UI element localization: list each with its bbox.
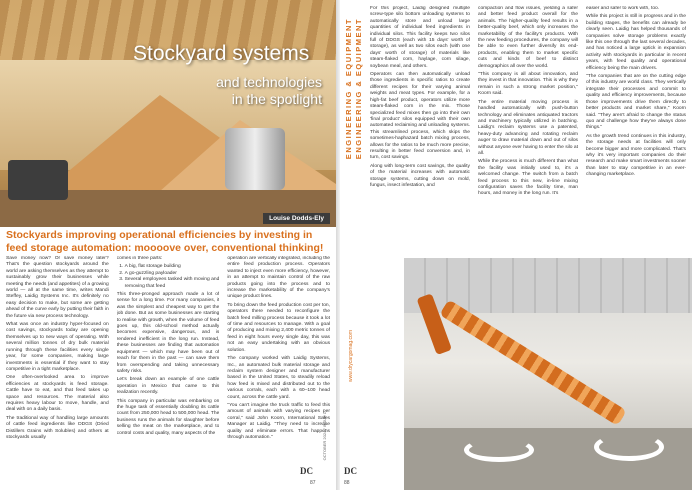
body-column-3 (227, 256, 330, 482)
dc-logo: DC (300, 466, 313, 476)
paragraph: Save money now? Or save money later? That's the question stockyards around the world are asking themselves as they attempt to sustainably grow their businesses while meeting the needs (and appetites) of a growing world — all at the same time, writes Mandi Steffey, Laidig Systems Inc. It's definitely no easy decision to make, but some are getting ahead of the curve early by putting their faith in the future via new process technology. (6, 256, 109, 319)
article-subtitle (216, 74, 322, 108)
body-column-2 (478, 6, 578, 271)
paragraph: comes in three parts: (116, 256, 163, 261)
paragraph: Along with long-term cost savings, the quality of the material increases with automatic storage systems, cutting down on mold, fungus, insect infestation, and (370, 163, 470, 188)
section-label: ENGINEERING & EQUIPMENT (354, 18, 363, 160)
section-label: ENGINEERING & EQUIPMENT (344, 18, 353, 160)
paragraph: Operators can then automatically unload those ingredients in specific ratios to create different recipes for their varying animal weights and meat types. For example, for a high-fat beef product, operators utilize more steam-flaked corn in the mix. Those specialized feed mixes then go into their own 'final product' silos equipped with their own automated reclaiming and unloading systems. This streamlined process, which skips the sometimes-haphazard batch mixing process, allows for the ratios to be much more precise, resulting in better feed conversion and, in turn, cost savings. (370, 72, 470, 161)
paragraph: While the process is much different than what the facility was initially used to, it's a welcomed change. The switch from a batch feed process to this new, in-line mixing configuration saves the facility time, man hours, and money in the long run. It's (478, 159, 578, 197)
page-number: 87 (310, 480, 316, 486)
reclaim-auger (439, 299, 627, 426)
article-title: Stockyard systems (133, 42, 310, 65)
paragraph: To bring down the feed production cost per ton, operators there needed to reconfigure the batch feed milling process because it took a lot of time and resources to manage. With a goal of producing and mixing 2,400 metric tonnes of feed in eight hours every single day, this was not an easy undertaking with an obvious solution. (227, 302, 331, 353)
paragraph: This company in particular was embarking on the huge task of essentially doubling its cattle count from 250,000 head to 500,000 head. The business runs the animals for slaughter before selling the meat on the marketplace, and to control costs and quality, many aspects of the (116, 398, 220, 436)
paragraph: The company worked with Laidig Systems, Inc., an automated bulk material storage and reclaim system designer and manufacturer based in the United States, to steadily reload how feed is mixed and distributed out to the various corrals, each with a 60–100 head count, across the cattle yard. (227, 356, 331, 400)
article-headline: Stockyards improving operational efficiencies by investing in feed storage automation: moooove over, conventional thinking! (6, 229, 324, 254)
left-page (0, 0, 336, 490)
subtitle-line-2: in the spotlight (231, 91, 322, 107)
list-item: 1. A big, flat storage building (125, 264, 220, 270)
list-item: 2. A go-guzzling payloader (125, 271, 220, 277)
body-column-1 (6, 256, 109, 482)
numbered-list (125, 264, 220, 290)
paragraph: This three-pronged approach made a lot of sense for a long time. For many companies, it was the simplest and cheapest way to get the job done. But as some businesses are starting to realise with growth, when the volume of feed goes up, this old-school method actually becomes expensive, dangerous, and is rendered inefficient in the long run. Instead, these businesses are finding that automation equipment — which may have been out of reach for them in the past — can save them from overspending and taking unnecessary safety risks. (116, 292, 220, 374)
paragraph: operation are vertically integrated, including the entire feed production process. Operators wanted to inject even more efficiency, however, in an attempt to maintain control of the raw products going into the process and to increase the marketability of the company's unique product lines. (227, 256, 331, 300)
body-column-3 (586, 6, 686, 271)
section-strip (340, 0, 366, 490)
issue-label: OCTOBER 2024 / ISSUE 1 (322, 411, 327, 460)
paragraph: One often-overlooked area to improve efficiencies at stockyards is feed storage. Cattle have to eat, and that feed takes up space and resources. The material also requires heavy labour to move, handle, and deal with on a daily basis. (6, 375, 109, 413)
body-column-1 (370, 6, 470, 271)
website-url[interactable]: www.drycargomag.com (348, 330, 354, 382)
dc-logo: DC (344, 466, 357, 476)
hero-image (0, 0, 336, 227)
auger-photo (404, 258, 692, 490)
storage-cylinder (225, 128, 285, 190)
body-column-2 (117, 256, 220, 482)
paragraph: What was once an industry hyper-focused on cost savings, stockyards today are opening themselves up to new ways of operating. With several million tonnes of dry bulk material running through these facilities every single year, for some companies, making large investments is essential if they want to stay competitive in a tight marketplace. (6, 322, 109, 372)
author-credit: Louise Dodds-Ely (263, 213, 330, 224)
paragraph: easier and safer to work with, too. (586, 6, 660, 11)
rotation-arrow-icon (464, 438, 534, 462)
paragraph: For this project, Laidig designed multiple screw-type silo bottom unloading systems to automatically store and unload large quantities of individual feed ingredients in individual silos. This facility keeps two silos full of DDGS (each with 15 days' worth of storage), as well as two silos each (with one days' worth of storage) of materials like steam-flaked corn, haylage, corn silage, soybean meal, and others. (370, 6, 470, 69)
rotation-arrow-icon (594, 433, 664, 461)
paragraph: The traditional way of handling large amounts of cattle feed ingredients like DDGS (Dried Distillers Grains with Solubles) and others at stockyards usually (6, 415, 109, 440)
paragraph: The entire material moving process is handled automatically with push-button technology and eliminates antiquated tractors and machinery typically utilized in batching. Laidig's reclaim systems use a patented, heavy-duty advancing and rotating reclaim auger to draw material down and out of silos without anyone ever having to enter the silo at all. (478, 99, 578, 156)
paragraph: "This company is all about innovation, and they invest in that innovation. This is why they remain in such a strong market position," Koorn said. (478, 72, 578, 97)
machine (8, 160, 68, 200)
subtitle-line-1: and technologies (216, 74, 322, 90)
paragraph: "You can't imagine the truck traffic to feed this amount of animals with varying recipes per corral," said John Koorn, International Sales Manager at Laidig. "They need to increase quality and eliminate errors. That happens through automation." (227, 402, 331, 440)
right-page (340, 0, 692, 490)
paragraph: Let's break down an example of one cattle operation in Mexico that came to this realization recently. (116, 377, 220, 396)
page-number: 88 (344, 480, 350, 486)
paragraph: As the growth trend continues in this industry, the storage needs at facilities will only become bigger and more complicated. That's why it's very important companies do their research and make smart investments sooner than later to stay competitive in an ever-changing marketplace. (586, 133, 686, 178)
paragraph: "The companies that are on the cutting edge of this industry are world class. They vertically integrate their processes and commit to quality and efficiency improvements, because those improvements drive them directly to better products and market share," Koorn said. "They aren't afraid to change the status quo and challenge how they've always done things." (586, 74, 686, 131)
right-body-columns (370, 6, 686, 271)
left-body-columns (6, 256, 330, 482)
paragraph: compaction and flow issues, yielding a safer and better feed product overall for the animals. The higher-quality feed results in a better-quality beef, which only increases the marketability of the facility's products. With the new feeding procedures, the company will be able to even further diversify its end-products, enabling them to market specific cuts and kinds of beef to distinct demographics all over the world. (478, 6, 578, 69)
paragraph: While this project is still in progress and in the building stages, the benefits can already be clearly seen. Laidig has helped thousands of companies solve storage problems exactly like this one through the last several decades, and has noticed a large uptick in expansion activity with stockyards in particular in recent years, with feed quality and operational efficiency being the main drivers. (586, 14, 686, 71)
list-item: 3. Several employees tasked with moving and removing that feed (125, 277, 220, 290)
